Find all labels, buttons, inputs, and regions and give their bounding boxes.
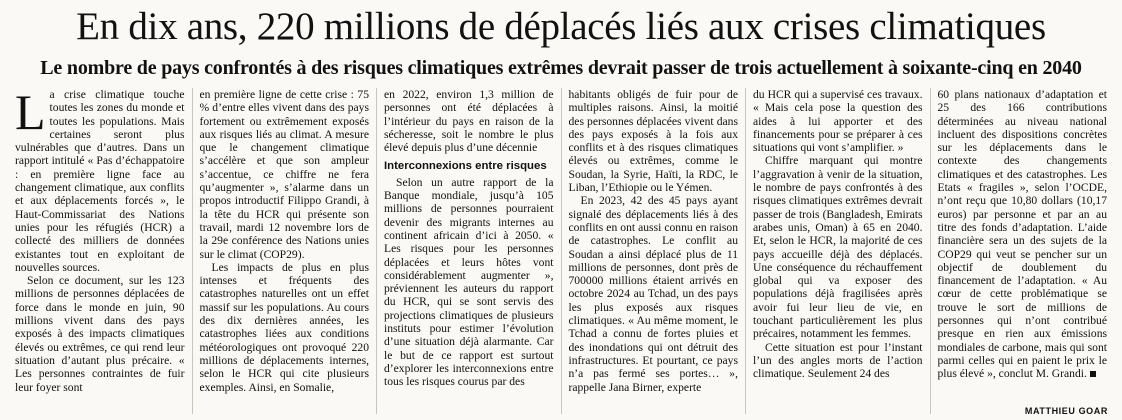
article-paragraph: Cette situation est pour l’instant l’un des angles morts de l’action climatique. Seulement 24 des [753, 340, 923, 381]
article-paragraph: du HCR qui a supervisé ces travaux. « Mais cela pose la question des aides à lui apporter et des financements pour se préparer à ces situations qui vont s’amplifier. » [753, 88, 923, 155]
article-headline: En dix ans, 220 millions de déplacés liés aux crises climatiques [76, 5, 1046, 48]
article-paragraph: Chiffre marquant qui montre l’aggravation à venir de la situation, le nombre de pays confrontés à des risques climatiques extrêmes devrait passer de trois (Bangladesh, Emirats arabes unis, Oman) à 65 en 2040. Et, selon le HCR, la majorité de ces pays accueille déjà des déplacés. Une conséquence du réchauffement global qui va exposer des populations déjà fragilisées après avoir fui leur lieu de vie, en touchant particulièrement les plus précaires, notamment les femmes. [753, 154, 923, 341]
article-paragraph: en 2022, environ 1,3 million de personnes ont été déplacées à l’intérieur du pays en raison de la sécheresse, soit le nombre le plus élevé depuis plus d’une décennie [384, 88, 554, 155]
article-column-4 [561, 88, 746, 414]
article-paragraph: La crise climatique touche toutes les zones du monde et toutes les populations. Mais certaines seront plus vulnérables que d’autres. Dans un rapport intitulé « Pas d’échappatoire : en première ligne face au changement climatique, aux conflits et aux déplacements forcés », le Haut-Commissariat des Nations unies pour les réfugiés (HCR) a collecté des milliers de données existantes tout en exploitant de nouvelles sources. [15, 88, 185, 274]
byline: MATTHIEU GOAR [1024, 406, 1108, 416]
article-paragraph: habitants obligés de fuir pour de multiples raisons. Ainsi, la moitié des personnes déplacées vivent dans des pays exposés à la fois aux conflits et à des risques climatiques élevés ou extrêmes, comme le Soudan, la Syrie, Haïti, la RDC, le Liban, l’Ethiopie ou le Yémen. [568, 88, 738, 195]
article-body [8, 88, 1114, 414]
article-paragraph: en première ligne de cette crise : 75 % d’entre elles vivent dans des pays fortement ou extrêmement exposés aux risques liés au climat. A mesure que le changement climatique s’accélère et que son ampleur s’accentue, ce chiffre ne fera qu’augmenter », s’alarme dans un propos introductif Filippo Grandi, à la tête du HCR qui présente son travail, mardi 12 novembre lors de la 29e conférence des Nations unies sur le climat (COP29). [199, 88, 369, 261]
article-deck: Le nombre de pays confrontés à des risques climatiques extrêmes devrait passer de trois actuellement à soixante-cinq en 2040 [40, 57, 1082, 79]
article-column-3 [376, 88, 561, 414]
article-column-6 [930, 88, 1115, 414]
article-column-5 [745, 88, 930, 414]
end-mark-icon [1090, 371, 1096, 377]
drop-cap: L [15, 88, 46, 140]
article-paragraph: Selon un autre rapport de la Banque mondiale, jusqu’à 105 millions de personnes pourraient devenir des migrants internes au continent africain d’ici à 2050. « Les risques pour les personnes déplacées et leurs hôtes vont considérablement augmenter », préviennent les auteurs du rapport du HCR, qui se sont servis des projections climatiques de plusieurs instituts pour estimer l’évolution d’une situation déjà alarmante. Car le but de ce rapport est surtout d’explorer les interconnexions entre tous les risques courus par des [384, 175, 554, 389]
article-column-2 [192, 88, 377, 414]
section-subheading: Interconnexions entre risques [384, 160, 547, 173]
article-paragraph: 60 plans nationaux d’adaptation et 25 des 166 contributions déterminées au niveau national incluent des dispositions concrètes sur les déplacements dans le contexte des changements climatiques et des catastrophes. Les Etats « fragiles », selon l’OCDE, n’ont reçu que 10,80 dollars (10,17 euros) par personne et par an au titre des fonds d’adaptation. L’aide financière sera un des sujets de la COP29 qui veut se pencher sur un objectif de doublement du financement de l’adaptation. « Au cœur de cette problématique se trouve le sort de millions de personnes qui n’ont contribué presque en rien aux émissions mondiales de carbone, mais qui sont parmi celles qui en paient le prix le plus élevé », conclut M. Grandi. [937, 88, 1107, 381]
article-paragraph: En 2023, 42 des 45 pays ayant signalé des déplacements liés à des conflits en ont aussi connu en raison de catastrophes. Le conflit au Soudan a ainsi déplacé plus de 11 millions de personnes, dont près de 700000 millions étaient arrivés en octobre 2024 au Tchad, un des pays les plus exposés aux risques climatiques. « Au même moment, le Tchad a connu de fortes pluies et des inondations qui ont détruit des infrastructures. Et pourtant, ce pays n’a pas fermé ses portes… », rappelle Jana Birner, experte [568, 194, 738, 394]
article-paragraph: Les impacts de plus en plus intenses et fréquents des catastrophes naturelles ont un effet massif sur les populations. Au cours des dix dernières années, les catastrophes liées aux conditions météorologiques ont provoqué 220 millions de déplacements internes, selon le HCR qui cite plusieurs exemples. Ainsi, en Somalie, [199, 260, 369, 394]
article-column-1 [8, 88, 192, 414]
article-paragraph: Selon ce document, sur les 123 millions de personnes déplacées de force dans le monde en juin, 90 millions vivent dans des pays exposés à des impacts climatiques élevés ou extrêmes, ce qui rend leur situation d’autant plus précaire. « Les personnes contraintes de fuir leur foyer sont [15, 274, 185, 394]
